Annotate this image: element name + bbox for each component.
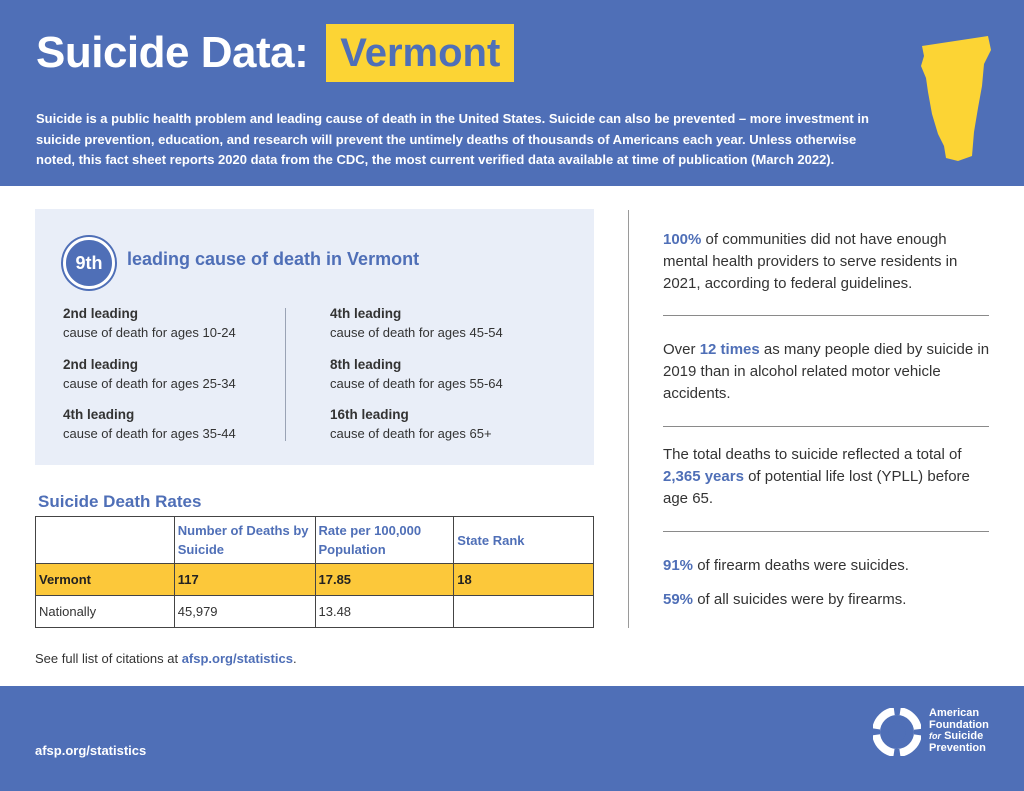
fact-text: The total deaths to suicide reflected a total of xyxy=(663,446,962,463)
vertical-divider xyxy=(628,210,629,628)
fact-highlight: 100% xyxy=(663,231,702,248)
fact-providers xyxy=(663,229,993,295)
table-header-cell xyxy=(36,517,175,564)
column-divider xyxy=(285,308,286,441)
table-row-vermont xyxy=(36,564,594,596)
fact-divider xyxy=(663,315,989,316)
fact-text: as many people died by suicide in 2019 than in alcohol related motor vehicle accidents. xyxy=(663,341,990,402)
rank-item xyxy=(63,356,293,407)
table-cell: 13.48 xyxy=(315,596,454,628)
table-cell: 45,979 xyxy=(174,596,315,628)
table-cell: 17.85 xyxy=(315,564,454,596)
fact-text: of communities did not have enough mental health providers to serve residents in 2021, according to federal guidelines. xyxy=(663,231,958,292)
rank-column-right xyxy=(330,305,560,457)
fact-highlight: 59% xyxy=(663,591,694,608)
rank-column-left xyxy=(63,305,293,457)
fact-ypll xyxy=(663,444,993,510)
ranking-panel xyxy=(35,209,594,465)
table-row-nationally xyxy=(36,596,594,628)
rank-item xyxy=(63,305,293,356)
rank-lead: 2nd leading xyxy=(63,306,139,321)
fact-motor-vehicle xyxy=(663,339,993,405)
fact-text: of firearm deaths were suicides. xyxy=(693,557,909,574)
ranking-headline: leading cause of death in Vermont xyxy=(127,249,420,269)
table-header-row xyxy=(36,517,594,564)
fact-highlight: 12 times xyxy=(699,341,760,358)
table-cell: Nationally xyxy=(36,596,175,628)
rank-desc: cause of death for ages 25-34 xyxy=(63,375,236,391)
fact-highlight: 2,365 years xyxy=(663,468,744,485)
rank-desc: cause of death for ages 45-54 xyxy=(330,325,503,340)
citation-end: . xyxy=(292,651,297,666)
header-banner xyxy=(0,0,1024,186)
citation-note xyxy=(35,651,297,666)
rank-desc: cause of death for ages 55-64 xyxy=(330,375,503,391)
table-cell: Vermont xyxy=(36,564,175,596)
title-main: Suicide Data: xyxy=(36,28,309,77)
citation-text: See full list of citations at xyxy=(35,651,182,666)
vermont-map-icon xyxy=(918,34,992,164)
table-cell: 117 xyxy=(174,564,315,596)
fact-text: of potential life lost (YPLL) before age 65. xyxy=(663,468,970,507)
table-cell: 18 xyxy=(454,564,594,596)
rank-badge: 9th xyxy=(63,237,115,289)
rank-lead: 2nd leading xyxy=(63,356,139,372)
logo-for: for xyxy=(929,731,941,741)
rank-lead: 8th leading xyxy=(330,356,402,372)
logo-word: Suicide xyxy=(944,730,984,742)
footer-link[interactable]: afsp.org/statistics xyxy=(35,743,147,758)
footer-banner xyxy=(0,686,1024,791)
page-title xyxy=(36,24,514,82)
table-header-cell: Rate per 100,000 Population xyxy=(315,517,454,564)
logo-line: Foundation xyxy=(929,718,989,731)
rank-item xyxy=(330,305,560,356)
rank-item xyxy=(63,406,293,457)
rates-table xyxy=(35,516,594,628)
fact-firearm-deaths xyxy=(663,555,993,577)
citation-link[interactable]: afsp.org/statistics xyxy=(181,651,293,666)
rank-lead: 4th leading xyxy=(330,306,402,321)
logo-line: Prevention xyxy=(929,741,986,754)
afsp-logo-text xyxy=(929,708,1009,754)
rank-desc: cause of death for ages 65+ xyxy=(330,426,492,441)
fact-text: Over xyxy=(663,341,700,358)
table-header-cell: State Rank xyxy=(454,517,594,564)
rank-lead: 16th leading xyxy=(330,407,409,422)
fact-text: of all suicides were by firearms. xyxy=(693,591,907,608)
rank-lead: 4th leading xyxy=(63,407,135,422)
rank-item xyxy=(330,406,560,457)
fact-firearm-suicides xyxy=(663,589,993,611)
logo-line: American xyxy=(929,707,980,719)
rates-title: Suicide Death Rates xyxy=(38,492,202,511)
rank-desc: cause of death for ages 10-24 xyxy=(63,325,236,340)
table-cell xyxy=(454,596,594,628)
logo-line xyxy=(929,731,1009,743)
rank-desc: cause of death for ages 35-44 xyxy=(63,426,236,441)
lifebuoy-logo-icon xyxy=(873,708,921,756)
rank-item xyxy=(330,356,560,407)
intro-text: Suicide is a public health problem and leading cause of death in the United States. Suicide can also be prevented – more investment in suicide prevention, education, and research will prevent the untimely deaths of thousands of Americans each year. Unless otherwise noted, this fact sheet reports 2020 data from the CDC, the most current verified data available at time of publication (March 2022). xyxy=(36,111,869,167)
table-header-cell: Number of Deaths by Suicide xyxy=(174,517,315,564)
fact-divider xyxy=(663,531,989,532)
fact-divider xyxy=(663,426,989,427)
fact-highlight: 91% xyxy=(663,557,694,574)
title-state: Vermont xyxy=(326,24,514,82)
